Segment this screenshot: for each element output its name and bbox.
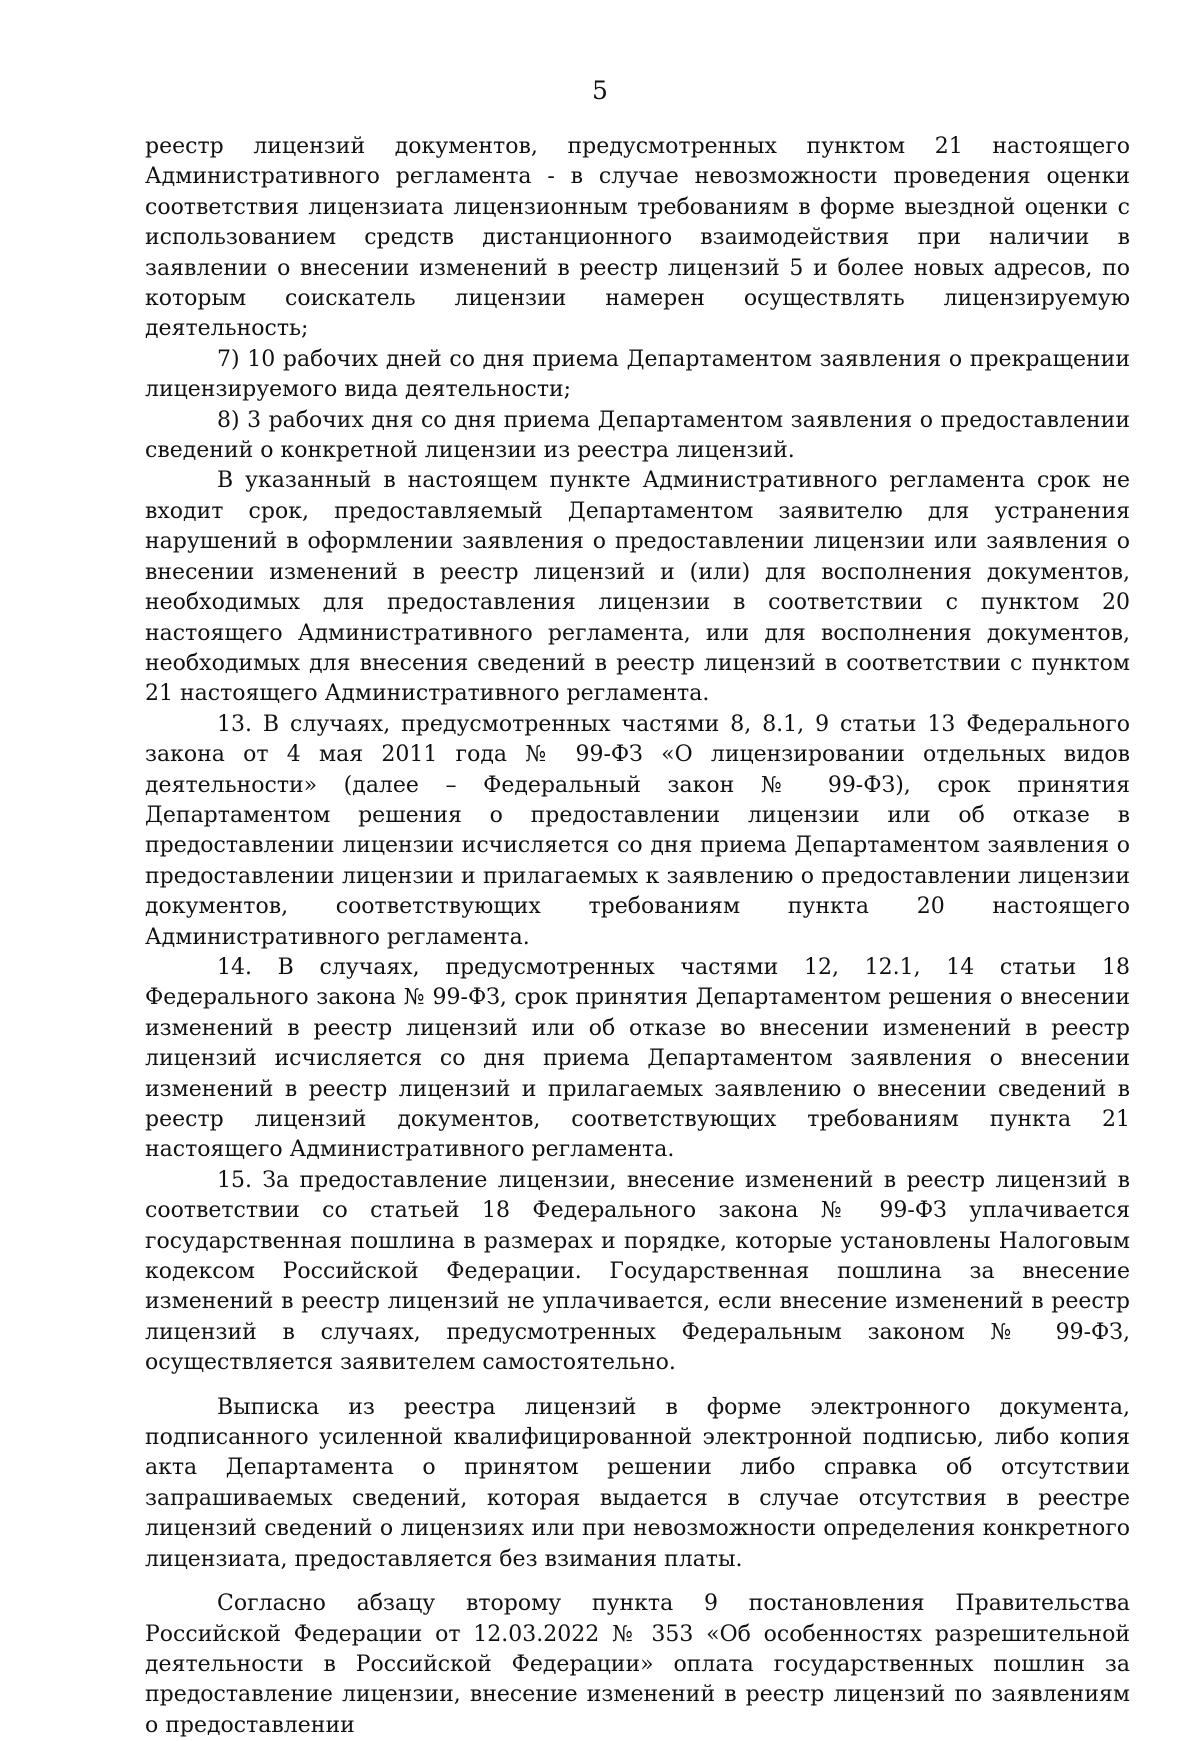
paragraph-clause-14: 14. В случаях, предусмотренных частями 12, 12.1, 14 статьи 18 Федерального закона № 99-ФЗ, срок принятия Департаментом решения о внесении изменений в реестр лицензий или об отказе во внесении изменений в реестр лицензий исчисляется со дня приема Департаментом заявления о внесении изменений в реестр лицензий и прилагаемых заявлению о внесении сведений в реестр лицензий документов, соответствующих требованиям пункта 21 настоящего Административного регламента.	[145, 954, 1130, 1163]
paragraph-government-decree: Согласно абзацу второму пункта 9 постановления Правительства Российской Федерации от 12.03.2022 № 353 «Об особенностях разрешительной деятельности в Российской Федерации» оплата государственных пошлин за предоставление лицензии, внесение изменений в реестр лицензий по заявлениям о предоставлении	[145, 1591, 1130, 1738]
page-number: 5	[592, 76, 608, 105]
paragraph-continuation: реестр лицензий документов, предусмотренных пунктом 21 настоящего Административного регламента - в случае невозможности проведения оценки соответствия лицензиата лицензионным требованиям в форме выездной оценки с использованием средств дистанционного взаимодействия при наличии в заявлении о внесении изменений в реестр лицензий 5 и более новых адресов, по которым соискатель лицензии намерен осуществлять лицензируемую деятельность;	[145, 134, 1130, 342]
paragraph-item-7: 7) 10 рабочих дней со дня приема Департаментом заявления о прекращении лицензируемого вида деятельности;	[145, 346, 1130, 403]
paragraph-term-exclusion: В указанный в настоящем пункте Административного регламента срок не входит срок, предоставляемый Департаментом заявителю для устранения нарушений в оформлении заявления о предоставлении лицензии или заявления о внесении изменений в реестр лицензий и (или) для восполнения документов, необходимых для предоставления лицензии в соответствии с пунктом 20 настоящего Административного регламента, или для восполнения документов, необходимых для внесения сведений в реестр лицензий в соответствии с пунктом 21 настоящего Административного регламента.	[145, 468, 1130, 707]
document-body	[145, 132, 1130, 1741]
paragraph-item-8: 8) 3 рабочих дня со дня приема Департаментом заявления о предоставлении сведений о конкретной лицензии из реестра лицензий.	[145, 407, 1130, 464]
paragraph-registry-extract: Выписка из реестра лицензий в форме электронного документа, подписанного усиленной квалифицированной электронной подписью, либо копия акта Департамента о принятом решении либо справка об отсутствии запрашиваемых сведений, которая выдается в случае отсутствия в реестре лицензий сведений о лицензиях или при невозможности определения конкретного лицензиата, предоставляется без взимания платы.	[145, 1394, 1130, 1572]
paragraph-clause-15: 15. За предоставление лицензии, внесение изменений в реестр лицензий в соответствии со статьей 18 Федерального закона № 99-ФЗ уплачивается государственная пошлина в размерах и порядке, которые установлены Налоговым кодексом Российской Федерации. Государственная пошлина за внесение изменений в реестр лицензий не уплачивается, если внесение изменений в реестр лицензий в случаях, предусмотренных Федеральным законом № 99-ФЗ, осуществляется заявителем самостоятельно.	[145, 1167, 1130, 1376]
paragraph-clause-13: 13. В случаях, предусмотренных частями 8, 8.1, 9 статьи 13 Федерального закона от 4 мая 2011 года № 99-ФЗ «О лицензировании отдельных видов деятельности» (далее – Федеральный закон № 99-ФЗ), срок принятия Департаментом решения о предоставлении лицензии или об отказе в предоставлении лицензии исчисляется со дня приема Департаментом заявления о предоставлении лицензии и прилагаемых к заявлению о предоставлении лицензии документов, соответствующих требованиям пункта 20 настоящего Административного регламента.	[145, 711, 1130, 950]
